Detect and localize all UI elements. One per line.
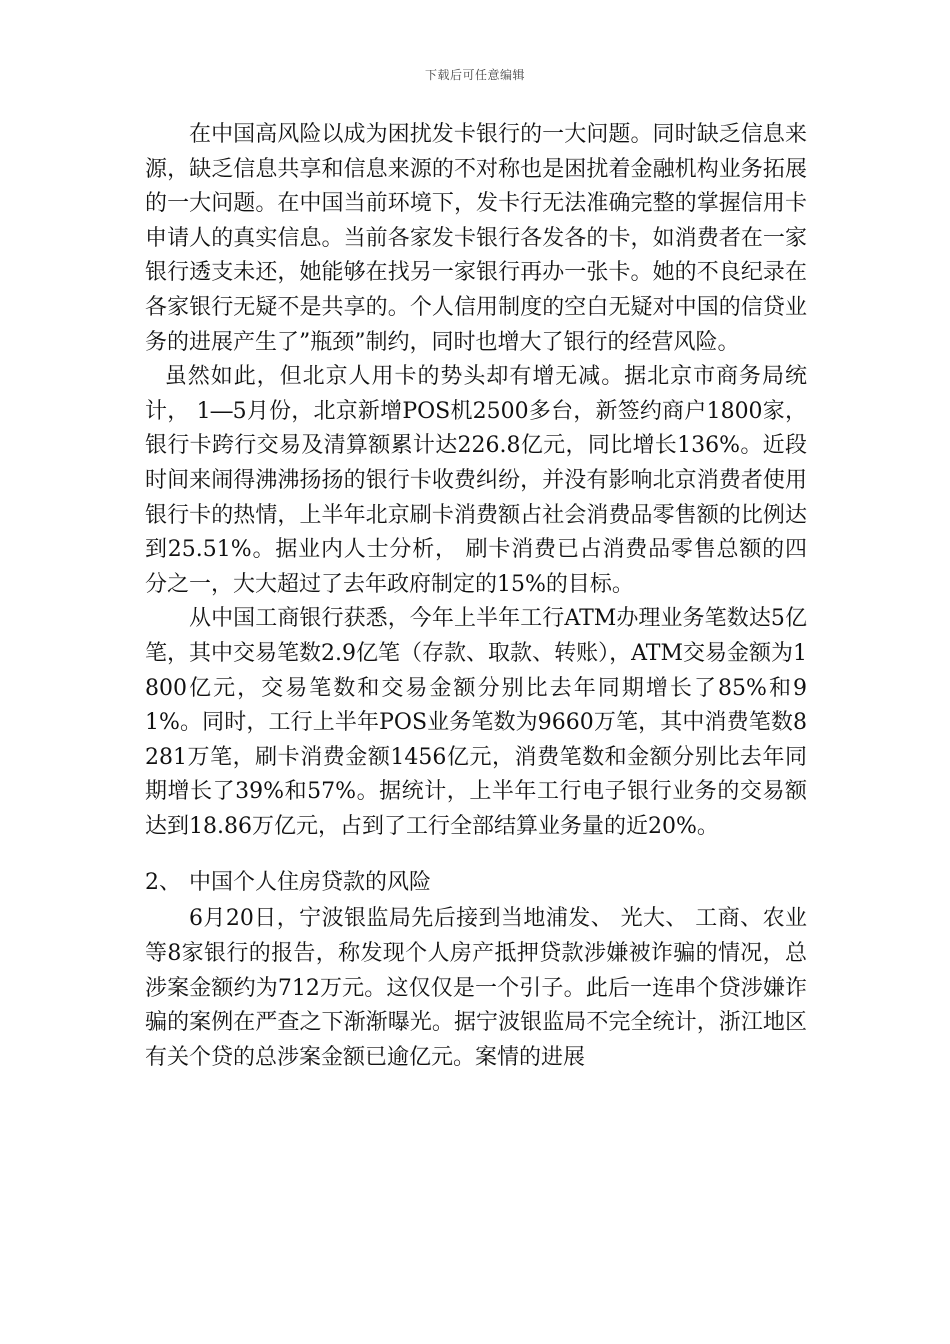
paragraph-credit-risk: 在中国高风险以成为困扰发卡银行的一大问题。同时缺乏信息来源，缺乏信息共享和信息来源的不对称也是困扰着金融机构业务拓展的一大问题。在中国当前环境下，发卡行无法准确完整的掌握信用卡申请人的真实信息。当前各家发卡银行各发各的卡，如消费者在一家银行透支未还，她能够在找另一家银行再办一张卡。她的不良纪录在各家银行无疑不是共享的。个人信用制度的空白无疑对中国的信贷业务的进展产生了”瓶颈”制约，同时也增大了银行的经营风险。: [145, 122, 807, 355]
paragraph-icbc-stats: 从中国工商银行获悉，今年上半年工行ATM办理业务笔数达5亿笔，其中交易笔数2.9亿笔（存款、取款、转账），ATM交易金额为1800亿元，交易笔数和交易金额分别比去年同期增长了85%和91%。同时，工行上半年POS业务笔数为9660万笔，其中消费笔数8281万笔，刷卡消费金额1456亿元，消费笔数和金额分别比去年同期增长了39%和57%。据统计，上半年工行电子银行业务的交易额达到18.86万亿元，占到了工行全部结算业务量的近20%。: [145, 606, 807, 839]
header-note: 下载后可任意编辑: [424, 68, 525, 82]
document-body: [145, 118, 807, 1075]
section-number: 2、: [145, 870, 181, 896]
section-title: 中国个人住房贷款的风险: [189, 870, 432, 896]
section-heading: [145, 864, 807, 902]
paragraph-mortgage-fraud: 6月20日，宁波银监局先后接到当地浦发、 光大、 工商、农业等8家银行的报告，称发现个人房产抵押贷款涉嫌被诈骗的情况，总涉案金额约为712万元。这仅仅是一个引子。此后一连串个贷涉嫌诈骗的案例在严查之下渐渐曝光。据宁波银监局不完全统计，浙江地区有关个贷的总涉案金额已逾亿元。案情的进展: [145, 906, 807, 1070]
paragraph-beijing-card-usage: 虽然如此，但北京人用卡的势头却有增无减。据北京市商务局统计， 1―5月份，北京新增POS机2500多台，新签约商户1800家，银行卡跨行交易及清算额累计达226.8亿元，同比增长136%。近段时间来闹得沸沸扬扬的银行卡收费纠纷，并没有影响北京消费者使用银行卡的热情，上半年北京刷卡消费额占社会消费品零售额的比例达到25.51%。据业内人士分析， 刷卡消费已占消费品零售总额的四分之一，大大超过了去年政府制定的15%的目标。: [145, 364, 807, 597]
